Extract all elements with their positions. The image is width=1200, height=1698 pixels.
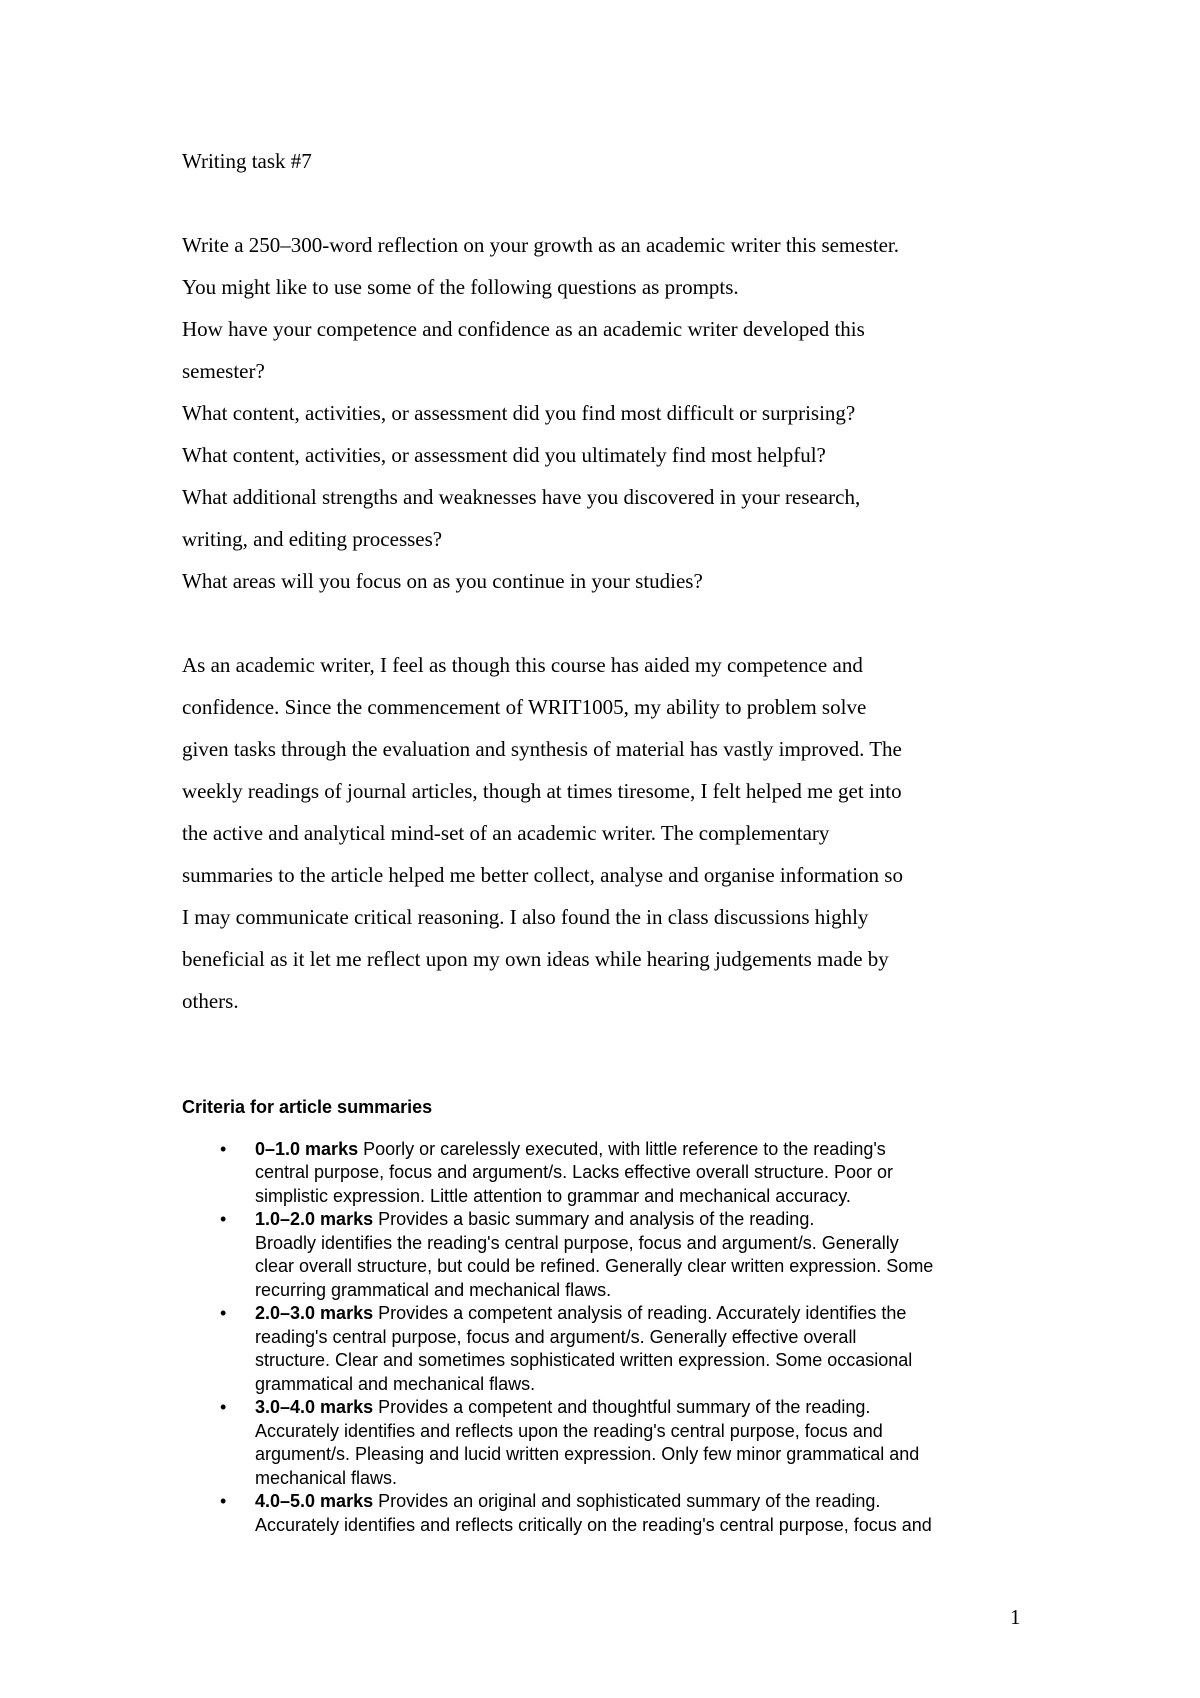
prompt-line: You might like to use some of the following questions as prompts. [182, 275, 739, 299]
criteria-mark: 1.0–2.0 marks [255, 1209, 374, 1229]
prompt-line: How have your competence and confidence as an academic writer developed this [182, 317, 865, 341]
criteria-line [255, 1208, 1032, 1232]
criteria-text: Provides a competent and thoughtful summary of the reading. [373, 1397, 871, 1417]
bullet-icon: • [220, 1209, 227, 1229]
criteria-line: simplistic expression. Little attention to grammar and mechanical accuracy. [255, 1185, 851, 1206]
reflection-response [182, 644, 1032, 1022]
response-line: As an academic writer, I feel as though this course has aided my competence and [182, 653, 863, 677]
criteria-line [255, 1490, 1032, 1514]
criteria-line [255, 1396, 1032, 1420]
criteria-line: mechanical flaws. [255, 1467, 398, 1488]
criteria-mark: 3.0–4.0 marks [255, 1397, 374, 1417]
prompt-line: Write a 250–300-word reflection on your growth as an academic writer this semester. [182, 233, 900, 257]
criteria-item [182, 1302, 1032, 1396]
prompt-line: What areas will you focus on as you continue in your studies? [182, 569, 703, 593]
criteria-text: Provides a basic summary and analysis of the reading. [373, 1209, 815, 1229]
response-line: the active and analytical mind-set of an academic writer. The complementary [182, 821, 830, 845]
response-line: weekly readings of journal articles, though at times tiresome, I felt helped me get into [182, 779, 902, 803]
criteria-list [182, 1138, 1032, 1538]
criteria-section [182, 1096, 1032, 1537]
bullet-icon: • [220, 1303, 227, 1323]
criteria-text: Poorly or carelessly executed, with little reference to the reading's [358, 1138, 886, 1159]
prompt-line: writing, and editing processes? [182, 527, 443, 551]
document-page [182, 140, 1032, 1022]
criteria-item [182, 1208, 1032, 1302]
criteria-item [182, 1490, 1032, 1537]
criteria-text: Provides an original and sophisticated summary of the reading. [373, 1491, 881, 1511]
criteria-line [255, 1302, 1032, 1326]
prompt-line: What content, activities, or assessment did you ultimately find most helpful? [182, 443, 826, 467]
prompt-line: What additional strengths and weaknesses have you discovered in your research, [182, 485, 861, 509]
criteria-mark: 4.0–5.0 marks [255, 1491, 374, 1511]
response-line: confidence. Since the commencement of WRIT1005, my ability to problem solve [182, 695, 867, 719]
prompt-line: What content, activities, or assessment did you find most difficult or surprising? [182, 401, 856, 425]
response-line: given tasks through the evaluation and synthesis of material has vastly improved. The [182, 737, 902, 761]
prompt-line: semester? [182, 359, 265, 383]
criteria-line: reading's central purpose, focus and argument/s. Generally effective overall [255, 1326, 857, 1347]
criteria-mark: 0–1.0 marks [255, 1138, 359, 1159]
criteria-line: structure. Clear and sometimes sophisticated written expression. Some occasional [255, 1350, 913, 1370]
criteria-line: central purpose, focus and argument/s. Lacks effective overall structure. Poor or [255, 1162, 893, 1182]
criteria-line: grammatical and mechanical flaws. [255, 1373, 536, 1394]
criteria-mark: 2.0–3.0 marks [255, 1303, 374, 1323]
criteria-line: Broadly identifies the reading's central purpose, focus and argument/s. Generally [255, 1232, 899, 1253]
criteria-line [255, 1138, 1032, 1162]
page-number: 1 [1010, 1605, 1021, 1629]
bullet-icon: • [220, 1138, 227, 1159]
response-line: I may communicate critical reasoning. I also found the in class discussions highly [182, 905, 869, 929]
criteria-item [182, 1138, 1032, 1209]
bullet-icon: • [220, 1397, 227, 1417]
criteria-heading: Criteria for article summaries [182, 1097, 433, 1117]
response-line: others. [182, 989, 239, 1013]
criteria-line: clear overall structure, but could be refined. Generally clear written expression. Some [255, 1256, 934, 1276]
criteria-line: recurring grammatical and mechanical flaws. [255, 1279, 612, 1300]
criteria-line: argument/s. Pleasing and lucid written expression. Only few minor grammatical and [255, 1444, 920, 1464]
response-line: beneficial as it let me reflect upon my own ideas while hearing judgements made by [182, 947, 889, 971]
response-line: summaries to the article helped me better collect, analyse and organise information so [182, 863, 903, 887]
document-title: Writing task #7 [182, 149, 312, 173]
criteria-text: Provides a competent analysis of reading. Accurately identifies the [373, 1303, 907, 1323]
criteria-line: Accurately identifies and reflects upon the reading's central purpose, focus and [255, 1420, 883, 1441]
task-prompt [182, 224, 1032, 602]
bullet-icon: • [220, 1491, 227, 1511]
criteria-line: Accurately identifies and reflects critically on the reading's central purpose, focus and [255, 1514, 932, 1535]
criteria-item [182, 1396, 1032, 1490]
